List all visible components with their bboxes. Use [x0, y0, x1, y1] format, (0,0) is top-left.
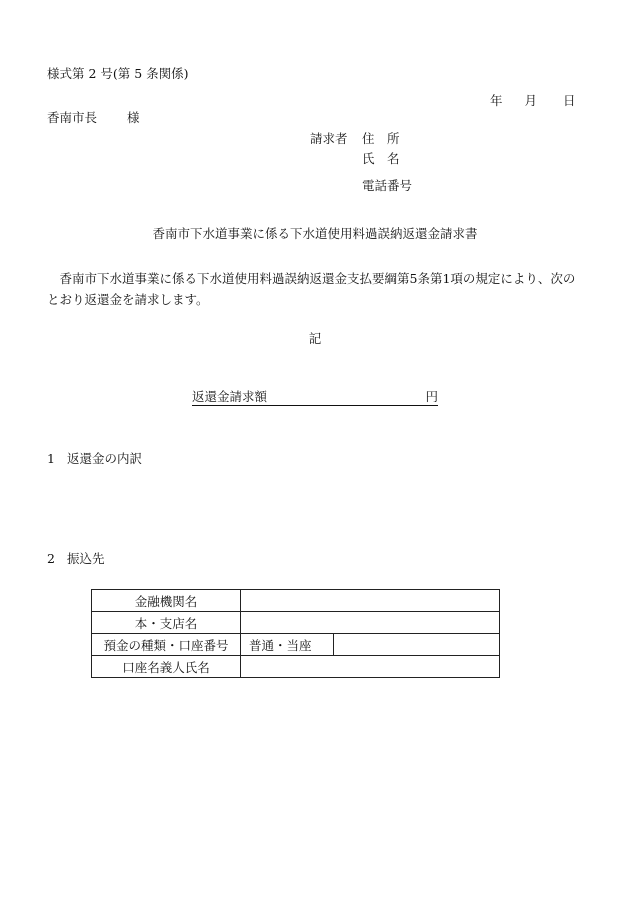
addressee-suffix: 様: [127, 110, 140, 125]
table-row: [92, 612, 500, 634]
phone-label: 電話番号: [362, 178, 413, 193]
addressee-name: 香南市長: [47, 110, 98, 125]
date-line: [490, 93, 576, 108]
section-number: 2: [47, 551, 55, 566]
bank-name-value[interactable]: [241, 590, 500, 612]
document-title: 香南市下水道事業に係る下水道使用料過誤納返還金請求書: [152, 226, 478, 241]
addressee: [47, 110, 140, 125]
requester-label: 請求者: [310, 131, 348, 146]
date-month: 月: [524, 93, 538, 108]
account-number-value[interactable]: [334, 634, 500, 656]
body-text: 香南市下水道事業に係る下水道使用料過誤納返還金支払要綱第5条第1項の規定により、次のとおり返還金を請求します。: [47, 271, 576, 307]
account-type-label: 預金の種類・口座番号: [92, 634, 241, 656]
account-type-options[interactable]: 普通・当座: [241, 634, 334, 656]
name-label: 氏 名: [362, 151, 400, 166]
form-number: 様式第 2 号(第 5 条関係): [47, 66, 189, 81]
account-holder-label: 口座名義人氏名: [92, 656, 241, 678]
table-row: [92, 656, 500, 678]
bank-table: [91, 589, 500, 678]
section-label: 振込先: [67, 551, 105, 566]
section-number: 1: [47, 451, 55, 466]
section-transfer: [47, 551, 105, 566]
ki-heading: 記: [308, 331, 322, 346]
section-label: 返還金の内訳: [67, 451, 143, 466]
date-year: 年: [490, 93, 503, 108]
section-breakdown: [47, 451, 142, 466]
branch-name-label: 本・支店名: [92, 612, 241, 634]
amount-line: [192, 389, 438, 406]
address-label: 住 所: [362, 131, 400, 146]
branch-name-value[interactable]: [241, 612, 500, 634]
bank-name-label: 金融機関名: [92, 590, 241, 612]
date-day: 日: [563, 93, 576, 108]
table-row: [92, 634, 500, 656]
amount-label: 返還金請求額: [192, 389, 268, 404]
amount-unit: 円: [425, 389, 438, 404]
table-row: [92, 590, 500, 612]
account-holder-value[interactable]: [241, 656, 500, 678]
